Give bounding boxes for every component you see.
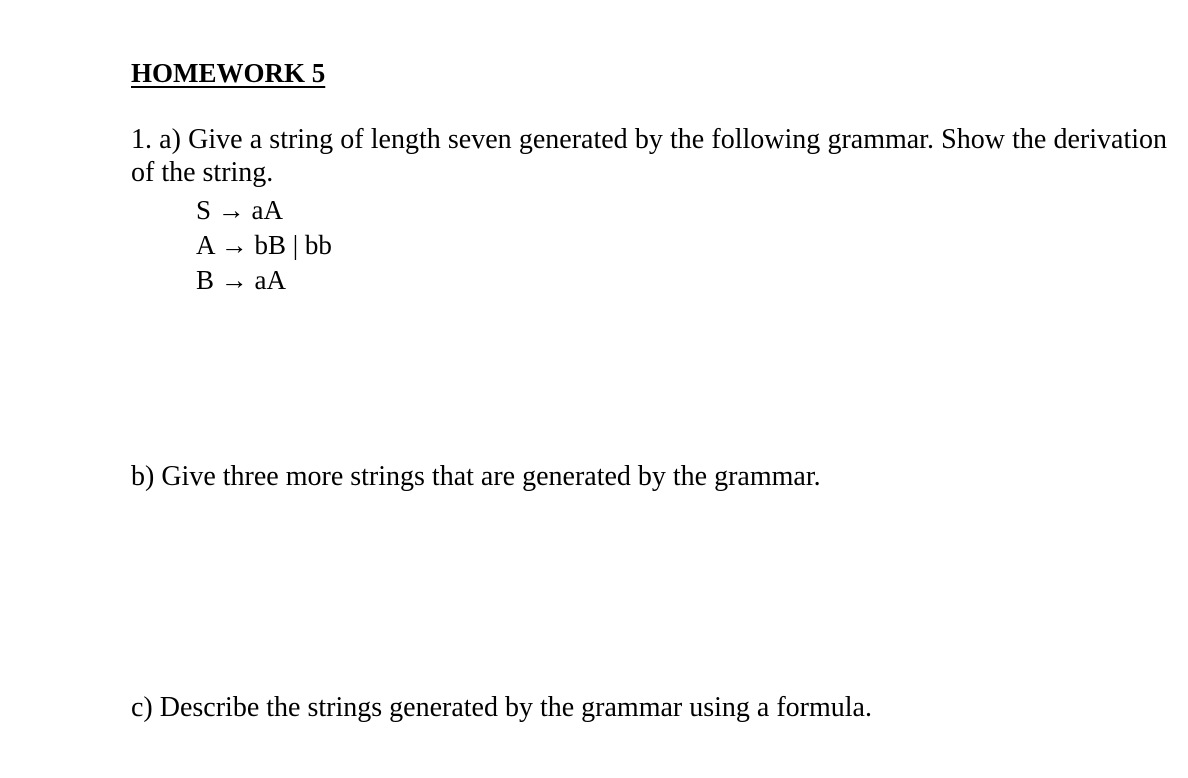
grammar-rules xyxy=(196,193,332,298)
page-title: HOMEWORK 5 xyxy=(131,58,326,88)
question-1b-text: b) Give three more strings that are generated by the grammar. xyxy=(131,461,821,492)
grammar-rule-b: B → aA xyxy=(196,265,286,295)
grammar-rule-s: S → aA xyxy=(196,195,283,225)
grammar-rule-a: A → bB | bb xyxy=(196,230,332,260)
question-1a-text: 1. a) Give a string of length seven generated by the following grammar. Show the derivation of the string. xyxy=(131,124,1167,188)
question-1c-text: c) Describe the strings generated by the grammar using a formula. xyxy=(131,692,872,723)
